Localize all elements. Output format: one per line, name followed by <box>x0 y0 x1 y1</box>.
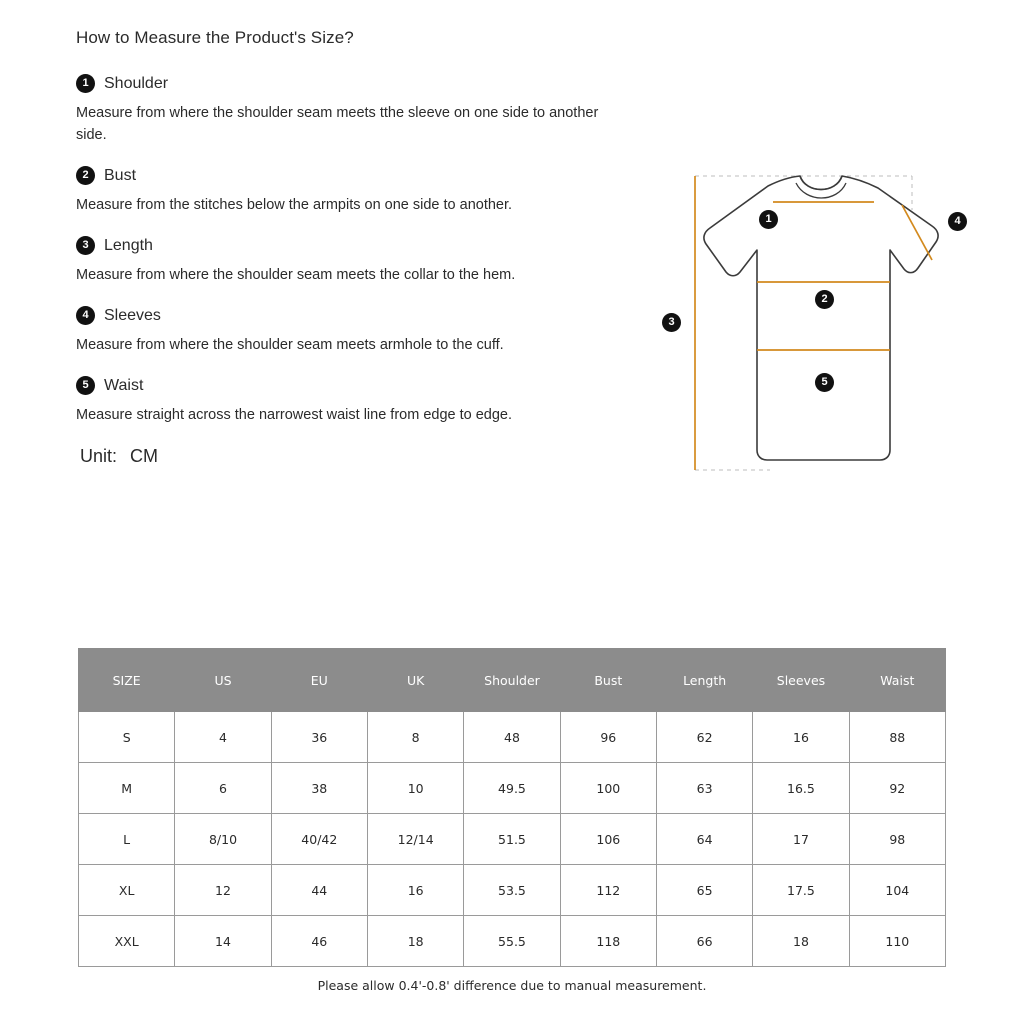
cell-uk: 10 <box>367 763 463 814</box>
step-description: Measure from where the shoulder seam meets tthe sleeve on one side to another side. <box>76 105 599 144</box>
cell-bust: 106 <box>560 814 656 865</box>
diagram-marker-1: 1 <box>759 210 778 229</box>
step-number-badge: 5 <box>76 376 95 395</box>
cell-us: 12 <box>175 865 271 916</box>
step-title: Bust <box>104 166 137 184</box>
cell-length: 62 <box>656 712 752 763</box>
tshirt-svg <box>640 150 990 500</box>
cell-size: XL <box>79 865 175 916</box>
step-shoulder <box>76 74 636 146</box>
col-header-shoulder: Shoulder <box>464 649 560 712</box>
cell-waist: 110 <box>849 916 945 967</box>
cell-length: 63 <box>656 763 752 814</box>
col-header-sleeves: Sleeves <box>753 649 849 712</box>
cell-shoulder: 48 <box>464 712 560 763</box>
step-number-badge: 2 <box>76 166 95 185</box>
table-row <box>79 916 946 967</box>
cell-waist: 92 <box>849 763 945 814</box>
cell-size: XXL <box>79 916 175 967</box>
cell-size: S <box>79 712 175 763</box>
cell-shoulder: 55.5 <box>464 916 560 967</box>
size-table <box>78 648 946 967</box>
cell-size: M <box>79 763 175 814</box>
step-title: Shoulder <box>104 74 169 92</box>
unit-value: CM <box>130 446 159 467</box>
table-row <box>79 865 946 916</box>
cell-uk: 18 <box>367 916 463 967</box>
table-row <box>79 814 946 865</box>
cell-length: 66 <box>656 916 752 967</box>
tshirt-measurement-diagram <box>640 150 990 500</box>
cell-bust: 96 <box>560 712 656 763</box>
step-description: Measure from where the shoulder seam meets armhole to the cuff. <box>76 337 504 354</box>
cell-bust: 100 <box>560 763 656 814</box>
step-header <box>76 74 636 93</box>
step-description: Measure straight across the narrowest waist line from edge to edge. <box>76 407 513 424</box>
col-header-eu: EU <box>271 649 367 712</box>
cell-size: L <box>79 814 175 865</box>
measurement-footnote: Please allow 0.4'-0.8' difference due to manual measurement. <box>317 978 707 993</box>
table-header-row <box>79 649 946 712</box>
diagram-marker-5: 5 <box>815 373 834 392</box>
cell-eu: 44 <box>271 865 367 916</box>
table-row <box>79 712 946 763</box>
step-number-badge: 4 <box>76 306 95 325</box>
instructions-column <box>76 28 636 467</box>
cell-sleeves: 18 <box>753 916 849 967</box>
cell-us: 8/10 <box>175 814 271 865</box>
diagram-marker-2: 2 <box>815 290 834 309</box>
cell-length: 64 <box>656 814 752 865</box>
step-number-badge: 3 <box>76 236 95 255</box>
step-header <box>76 306 636 325</box>
col-header-length: Length <box>656 649 752 712</box>
cell-uk: 12/14 <box>367 814 463 865</box>
step-bust <box>76 166 636 216</box>
step-waist <box>76 376 636 426</box>
cell-eu: 40/42 <box>271 814 367 865</box>
cell-waist: 98 <box>849 814 945 865</box>
cell-shoulder: 53.5 <box>464 865 560 916</box>
page-title: How to Measure the Product's Size? <box>76 28 354 47</box>
step-number-badge: 1 <box>76 74 95 93</box>
cell-shoulder: 51.5 <box>464 814 560 865</box>
cell-bust: 112 <box>560 865 656 916</box>
cell-sleeves: 17 <box>753 814 849 865</box>
step-title: Sleeves <box>104 306 161 324</box>
cell-eu: 38 <box>271 763 367 814</box>
col-header-uk: UK <box>367 649 463 712</box>
tshirt-outline <box>704 176 938 460</box>
cell-bust: 118 <box>560 916 656 967</box>
cell-uk: 16 <box>367 865 463 916</box>
col-header-size: SIZE <box>79 649 175 712</box>
cell-eu: 36 <box>271 712 367 763</box>
table-row <box>79 763 946 814</box>
cell-us: 6 <box>175 763 271 814</box>
cell-sleeves: 17.5 <box>753 865 849 916</box>
cell-waist: 88 <box>849 712 945 763</box>
size-table-container <box>78 648 946 967</box>
size-table-body <box>79 712 946 967</box>
diagram-marker-4: 4 <box>948 212 967 231</box>
step-header <box>76 166 636 185</box>
cell-length: 65 <box>656 865 752 916</box>
col-header-us: US <box>175 649 271 712</box>
col-header-waist: Waist <box>849 649 945 712</box>
cell-sleeves: 16 <box>753 712 849 763</box>
cell-shoulder: 49.5 <box>464 763 560 814</box>
step-description: Measure from where the shoulder seam meets the collar to the hem. <box>76 267 516 284</box>
step-description: Measure from the stitches below the armpits on one side to another. <box>76 197 513 214</box>
diagram-marker-3: 3 <box>662 313 681 332</box>
cell-waist: 104 <box>849 865 945 916</box>
cell-eu: 46 <box>271 916 367 967</box>
unit-row <box>80 446 636 467</box>
step-header <box>76 236 636 255</box>
step-title: Length <box>104 236 153 254</box>
step-sleeves <box>76 306 636 356</box>
size-table-head <box>79 649 946 712</box>
cell-uk: 8 <box>367 712 463 763</box>
cell-us: 4 <box>175 712 271 763</box>
step-title: Waist <box>104 376 144 394</box>
step-length <box>76 236 636 286</box>
unit-label: Unit: <box>80 446 118 467</box>
cell-us: 14 <box>175 916 271 967</box>
cell-sleeves: 16.5 <box>753 763 849 814</box>
col-header-bust: Bust <box>560 649 656 712</box>
step-header <box>76 376 636 395</box>
